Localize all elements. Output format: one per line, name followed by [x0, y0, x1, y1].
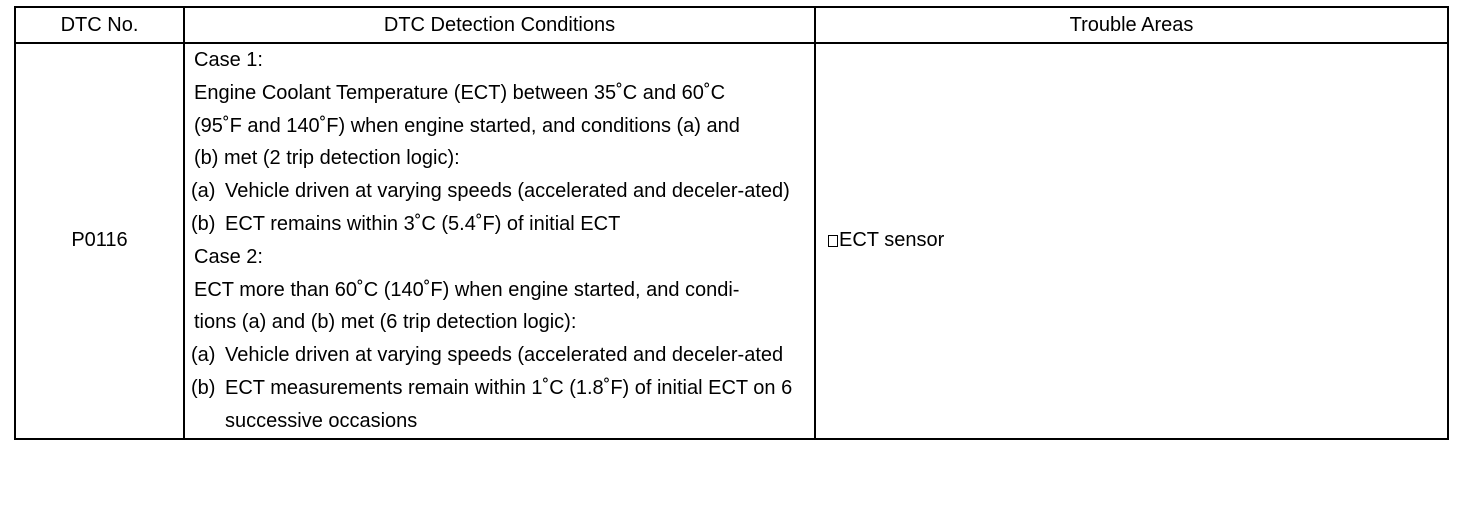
condition-marker: (b)	[191, 376, 216, 399]
case-1-text-line: Engine Coolant Temperature (ECT) between 35˚C and 60˚C	[194, 81, 726, 104]
condition-marker: (a)	[191, 344, 216, 367]
dtc-table	[14, 6, 1449, 440]
header-row	[15, 7, 1448, 43]
case-2-heading: Case 2:	[194, 245, 263, 268]
case-1-condition-b	[191, 208, 810, 241]
trouble-area-item: ECT sensor	[839, 229, 945, 252]
checkbox-icon	[828, 235, 838, 247]
header-detection-conditions: DTC Detection Conditions	[184, 7, 815, 43]
condition-marker: (a)	[191, 180, 216, 203]
trouble-areas	[815, 43, 1448, 439]
case-1-heading: Case 1:	[194, 49, 263, 71]
dtc-code: P0116	[15, 43, 184, 439]
case-2-text-line: tions (a) and (b) met (6 trip detection logic):	[194, 311, 577, 334]
case-1-text-line: (b) met (2 trip detection logic):	[194, 147, 460, 170]
condition-text: Vehicle driven at varying speeds (accelerated and deceler-ated	[225, 344, 784, 367]
case-1-condition-a	[191, 175, 810, 208]
case-2-condition-a	[191, 339, 810, 372]
case-2-condition-b	[191, 372, 810, 438]
table-row	[15, 43, 1448, 439]
condition-marker: (b)	[191, 212, 216, 235]
condition-text: ECT measurements remain within 1˚C (1.8˚F) of initial ECT on 6 successive occasions	[225, 376, 793, 432]
case-1-text-line: (95˚F and 140˚F) when engine started, and conditions (a) and	[194, 114, 740, 137]
header-trouble-areas: Trouble Areas	[815, 7, 1448, 43]
header-dtc-no: DTC No.	[15, 7, 184, 43]
condition-text: Vehicle driven at varying speeds (accelerated and deceler-ated)	[225, 180, 790, 203]
condition-text: ECT remains within 3˚C (5.4˚F) of initial ECT	[225, 212, 621, 235]
case-2-text-line: ECT more than 60˚C (140˚F) when engine started, and condi-	[194, 278, 740, 301]
detection-conditions	[184, 43, 815, 439]
